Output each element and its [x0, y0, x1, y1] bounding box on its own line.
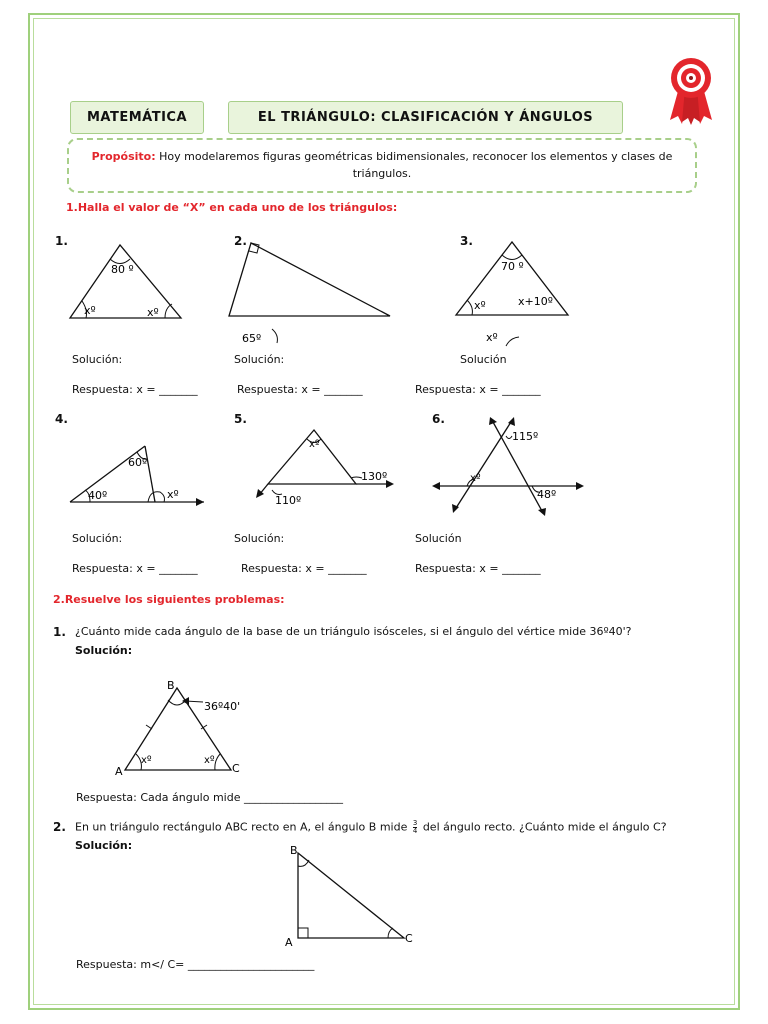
solution-label: Solución	[460, 353, 507, 366]
answer-line[interactable]: Respuesta: x = _______	[415, 562, 541, 575]
problem-number: 2.	[53, 820, 66, 834]
angle-label: xº	[141, 755, 152, 766]
answer-line[interactable]: Respuesta: x = _______	[72, 562, 198, 575]
subject-box: MATEMÁTICA	[70, 101, 204, 134]
answer-line[interactable]: Respuesta: x = _______	[72, 383, 198, 396]
angle-label: 48º	[537, 488, 557, 501]
solution-label: Solución:	[72, 353, 123, 366]
solution-label: Solución:	[234, 532, 285, 545]
answer-line[interactable]: Respuesta: Cada ángulo mide __________________	[76, 791, 343, 804]
angle-label: 110º	[275, 494, 302, 507]
angle-label: 115º	[512, 430, 539, 443]
purpose-text: Hoy modelaremos figuras geométricas bidimensionales, reconocer los elementos y clases de triángulos.	[159, 150, 673, 180]
angle-label: 60º	[128, 456, 148, 469]
item-number: 5.	[234, 412, 247, 426]
angle-label: xº	[167, 488, 179, 501]
angle-label: 65º	[242, 332, 262, 345]
angle-label: 70 º	[501, 260, 524, 273]
solution-label: Solución:	[75, 644, 133, 657]
solution-label: Solución:	[234, 353, 285, 366]
section2-heading: 2.Resuelve los siguientes problemas:	[53, 593, 285, 606]
vertex-label: C	[232, 762, 240, 775]
angle-label: 80 º	[111, 263, 134, 276]
vertex-label: B	[290, 844, 298, 857]
section1-heading: 1.Halla el valor de “X” en cada uno de los triángulos:	[66, 201, 398, 214]
angle-label: xº	[486, 331, 498, 344]
page-title: EL TRIÁNGULO: CLASIFICACIÓN Y ÁNGULOS	[228, 101, 623, 134]
angle-label: xº	[147, 306, 159, 319]
question-text: En un triángulo rectángulo ABC recto en A, el ángulo B mide	[75, 820, 408, 834]
item-number: 2.	[234, 234, 247, 248]
angle-label: xº	[309, 439, 320, 450]
angle-label: xº	[84, 304, 96, 317]
item-number: 4.	[55, 412, 68, 426]
answer-line[interactable]: Respuesta: x = _______	[241, 562, 367, 575]
angle-label: xº	[204, 755, 215, 766]
vertex-label: B	[167, 679, 175, 692]
solution-label: Solución:	[75, 839, 133, 852]
fraction-numerator: 3	[412, 819, 418, 827]
angle-label: x+10º	[518, 295, 553, 308]
problem-number: 1.	[53, 625, 66, 639]
problem-question: ¿Cuánto mide cada ángulo de la base de un triángulo isósceles, si el ángulo del vértice mide 36º40'?	[75, 625, 632, 638]
vertex-label: A	[285, 936, 293, 949]
angle-label: xº	[470, 473, 481, 484]
question-text: del ángulo recto. ¿Cuánto mide el ángulo C?	[422, 820, 667, 834]
vertex-label: A	[115, 765, 123, 778]
item-number: 1.	[55, 234, 68, 248]
solution-label: Solución	[415, 532, 462, 545]
item-number: 3.	[460, 234, 473, 248]
answer-line[interactable]: Respuesta: x = _______	[415, 383, 541, 396]
solution-label: Solución:	[72, 532, 123, 545]
angle-label: 36º40'	[204, 700, 241, 713]
answer-line[interactable]: Respuesta: m</ C= _______________________	[76, 958, 315, 971]
item-number: 6.	[432, 412, 445, 426]
angle-label: 40º	[88, 489, 108, 502]
fraction-denominator: 4	[412, 827, 418, 835]
angle-label: 130º	[361, 470, 388, 483]
purpose-label: Propósito:	[91, 150, 156, 163]
answer-line[interactable]: Respuesta: x = _______	[237, 383, 363, 396]
angle-label: xº	[474, 299, 486, 312]
vertex-label: C	[405, 932, 413, 945]
